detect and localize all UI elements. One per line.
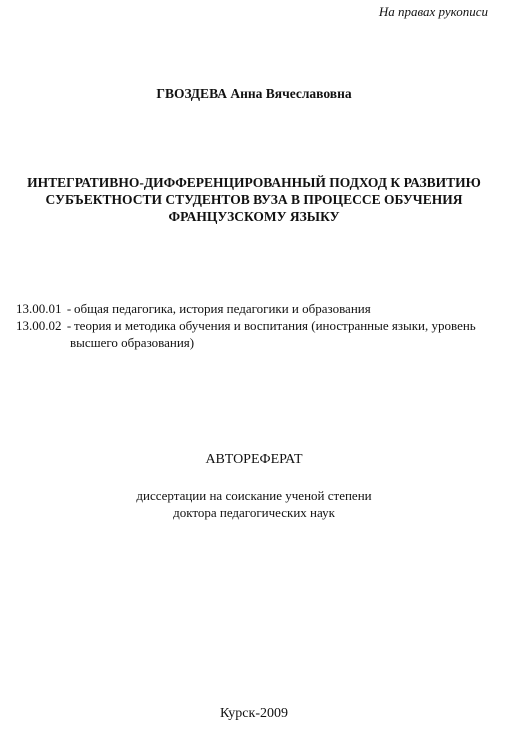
title-line: СУБЪЕКТНОСТИ СТУДЕНТОВ ВУЗА В ПРОЦЕССЕ ОБУЧЕНИЯ [45,192,463,207]
purpose-line: доктора педагогических наук [173,505,335,520]
title-line: ИНТЕГРАТИВНО-ДИФФЕРЕНЦИРОВАННЫЙ ПОДХОД К РАЗВИТИЮ [27,175,481,190]
specialty-item [16,317,496,334]
degree-purpose [0,487,508,521]
specialty-list [16,300,496,351]
specialty-dash: - [66,301,72,316]
specialty-code: 13.00.01 [16,301,62,316]
city-year: Курск-2009 [220,706,288,721]
specialty-description: теория и методика обучения и воспитания (иностранные языки, уровень [74,318,476,333]
specialty-dash: - [66,318,72,333]
title-line: ФРАНЦУЗСКОМУ ЯЗЫКУ [168,209,340,224]
purpose-line: диссертации на соискание ученой степени [136,488,372,503]
specialty-code: 13.00.02 [16,318,62,333]
specialty-item [16,300,496,317]
author-name: ГВОЗДЕВА Анна Вячеславовна [156,86,352,101]
dissertation-title [0,174,508,225]
rights-note: На правах рукописи [378,4,488,19]
document-type: АВТОРЕФЕРАТ [205,452,303,467]
specialty-description-continuation: высшего образования) [70,335,195,350]
specialty-description: общая педагогика, история педагогики и образования [74,301,371,316]
